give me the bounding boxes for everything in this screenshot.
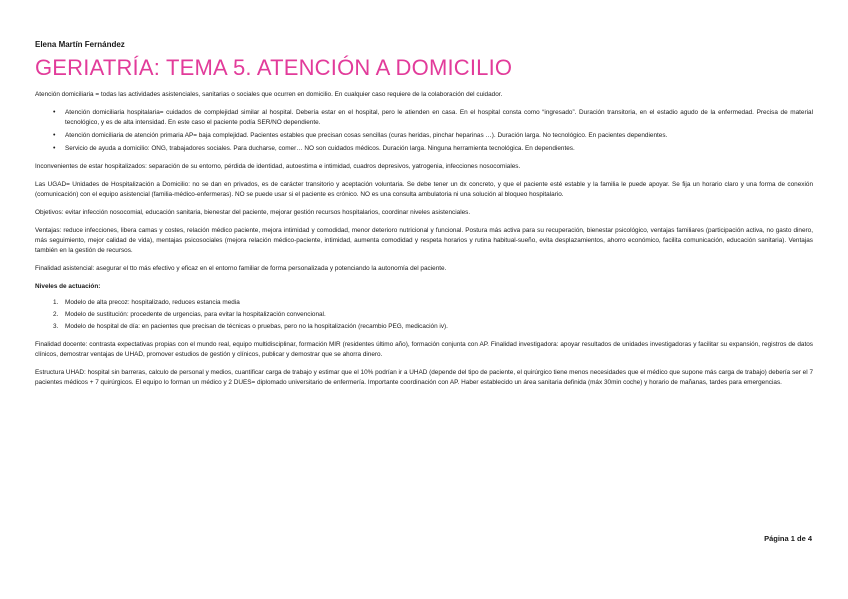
intro-paragraph: Atención domiciliaria = todas las actividades asistenciales, sanitarias o sociales que ocurren en domicilio. En cualquier caso requiere de la colaboración del cuidador. [35, 91, 503, 98]
title-colon: : [153, 55, 161, 80]
list-text: Modelo de hospital de día: en pacientes que precisan de técnicas o pruebas, pero no la hospitalización (recambio PEG, medicación iv). [65, 323, 448, 330]
page-title [35, 54, 813, 82]
niveles-list [35, 298, 813, 332]
ugad-paragraph: Las UGAD= Unidades de Hospitalización a Domicilio: no se dan en privados, es de carácter transitorio y aceptación voluntaria. Se debe tener un dx concreto, y que el paciente esté estable y la familia le puede apoyar. Se fija un horario claro y una forma de conexión (comunicación) con el equipo asistencial (familia-médico-enfermeras). NO se puede usar si el paciente es crónico. NO es una consulta ambulatoria ni una solución al bloqueo hospitalario. [35, 181, 813, 198]
list-item: • Servicio de ayuda a domicilio: ONG, trabajadores sociales. Para ducharse, comer… NO son cuidados médicos. Duración larga. Ninguna herramienta tecnológica. En dependientes. [65, 144, 813, 154]
list-text: Modelo de sustitución: procedente de urgencias, para evitar la hospitalización convencional. [65, 311, 326, 318]
author-name: Elena Martín Fernández [35, 40, 125, 49]
objetivos-paragraph: Objetivos: evitar infección nosocomial, educación sanitaria, bienestar del paciente, mejorar gestión recursos hospitalarios, coordinar niveles asistenciales. [35, 209, 471, 216]
niveles-heading: Niveles de actuación: [35, 283, 101, 290]
list-item [53, 298, 813, 308]
inconvenientes-paragraph: Inconvenientes de estar hospitalizados: separación de su entorno, pérdida de identidad, autoestima e intimidad, cuadros depresivos, yatrogenia, infecciones nosocomiales. [35, 163, 521, 170]
list-item: • Atención domiciliaria de atención primaria AP= baja complejidad. Pacientes estables que precisan cosas sencillas (curas heridas, pinchar heparinas …). Duración larga. No tecnológico. En pacientes dependientes. [65, 131, 813, 141]
list-number: 3. [53, 323, 59, 330]
list-number: 1. [53, 299, 59, 306]
ventajas-paragraph: Ventajas: reduce infecciones, libera camas y costes, relación médico paciente, mejora intimidad y comodidad, menor deterioro nutricional y funcional. Postura más activa para su recuperación, bienestar psicológico, ventajas familiares (participación activa, no gasto dinero, más seguimiento, mejor calidad de vida), mentajas psicosociales (mejora relación médico-paciente, intimidad, aumenta comodidad y respeta horarios y rutina habitual-sueño, evita desplazamientos, ahorro económico, facilita comunicación, educación sanitaria). Ventajas también en la gestión de recursos. [35, 227, 813, 254]
list-text: Modelo de alta precoz: hospitalizado, reduces estancia media [65, 299, 240, 306]
list-item: • Atención domiciliaria hospitalaria= cuidados de complejidad similar al hospital. Debería estar en el hospital, pero le atienden en casa. En el hospital consta como “ingresado”. Duración transitoria, en el estadio agudo de la enfermedad. Precisa de material tecnológico, y es de alta intensidad. En este caso el paciente podía SER/NO dependiente. [65, 108, 813, 128]
care-types-list [35, 108, 813, 154]
title-main: TEMA 5. ATENCIÓN A DOMICILIO [160, 55, 513, 80]
page-number: Página 1 de 4 [764, 534, 812, 543]
title-prefix: GERIATRÍA [35, 55, 154, 80]
finalidad-asistencial-paragraph: Finalidad asistencial: asegurar el tto más efectivo y eficaz en el entorno familiar de forma personalizada y potenciando la autonomía del paciente. [35, 265, 447, 272]
document-page [35, 40, 813, 396]
finalidad-docente-paragraph: Finalidad docente: contrasta expectativas propias con el mundo real, equipo multidisciplinar, formación MIR (residentes último año), formación conjunta con AP. Finalidad investigadora: apoyar resultados de unidades investigadoras y facilitar su expansión, registros de datos clínicos, demostrar ventajas de UHAD, promover estudios de gestión y clínicos, publicar y demostrar que se ahorra dinero. [35, 341, 813, 358]
list-item [53, 310, 813, 320]
list-number: 2. [53, 311, 59, 318]
estructura-paragraph: Estructura UHAD: hospital sin barreras, calculo de personal y medios, cuantificar carga de trabajo y estimar que el 10% podrían ir a UHAD (depende del tipo de paciente, el quirúrgico tiene menos necesidades que el médico que supone más carga de trabajo) debería ser el 7 pacientes médicos + 7 quirúrgicos. El equipo lo forman un médico y 2 DUES= diplomado universitario de enfermería. Importante coordinación con AP. Haber establecido un área sanitaria definida (máx 30min coche) y horario de mañanas, tardes para emergencias. [35, 369, 813, 386]
list-item [53, 322, 813, 332]
